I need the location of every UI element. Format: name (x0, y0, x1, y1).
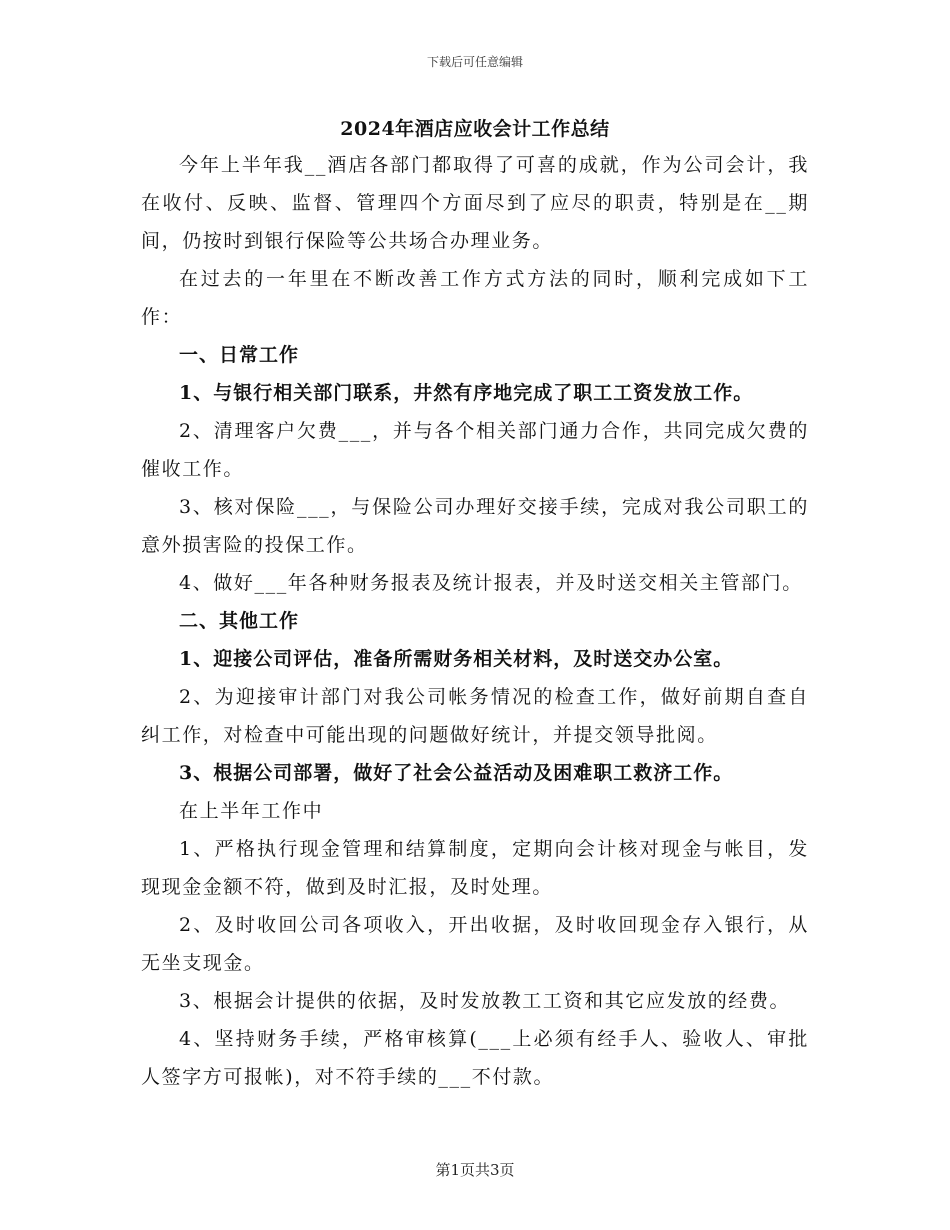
paragraph-bold: 1、迎接公司评估，准备所需财务相关材料，及时送交办公室。 (179, 648, 734, 670)
paragraph: 1、严格执行现金管理和结算制度，定期向会计核对现金与帐目，发现现金金额不符，做到及时汇报，及时处理。 (141, 838, 809, 898)
paragraph-bold: 1、与银行相关部门联系，井然有序地完成了职工工资发放工作。 (179, 382, 754, 404)
document-body (141, 146, 809, 1096)
paragraph: 2、及时收回公司各项收入，开出收据，及时收回现金存入银行，从无坐支现金。 (141, 914, 809, 974)
paragraph-bold: 3、根据公司部署，做好了社会公益活动及困难职工救济工作。 (179, 762, 734, 784)
paragraph: 2、为迎接审计部门对我公司帐务情况的检查工作，做好前期自查自纠工作，对检查中可能出现的问题做好统计，并提交领导批阅。 (141, 686, 809, 746)
paragraph: 3、根据会计提供的依据，及时发放教工工资和其它应发放的经费。 (179, 990, 791, 1012)
section-heading: 一、日常工作 (179, 344, 300, 366)
paragraph: 在上半年工作中 (179, 800, 324, 822)
section-heading: 二、其他工作 (179, 610, 300, 632)
paragraph: 4、做好___年各种财务报表及统计报表，并及时送交相关主管部门。 (179, 572, 803, 594)
paragraph: 今年上半年我__酒店各部门都取得了可喜的成就，作为公司会计，我在收付、反映、监督、管理四个方面尽到了应尽的职责，特别是在__期间，仍按时到银行保险等公共场合办理业务。 (141, 154, 809, 252)
paragraph: 在过去的一年里在不断改善工作方式方法的同时，顺利完成如下工作： (141, 268, 809, 328)
document-title: 2024年酒店应收会计工作总结 (340, 118, 610, 140)
paragraph: 4、坚持财务手续，严格审核算(___上必须有经手人、验收人、审批人签字方可报帐)，对不符手续的___不付款。 (141, 1028, 809, 1088)
paragraph: 3、核对保险___，与保险公司办理好交接手续，完成对我公司职工的意外损害险的投保工作。 (141, 496, 809, 556)
page-number: 第1页共3页 (435, 1161, 515, 1179)
page-header-note: 下载后可任意编辑 (426, 55, 523, 69)
paragraph: 2、清理客户欠费___，并与各个相关部门通力合作，共同完成欠费的催收工作。 (141, 420, 809, 480)
